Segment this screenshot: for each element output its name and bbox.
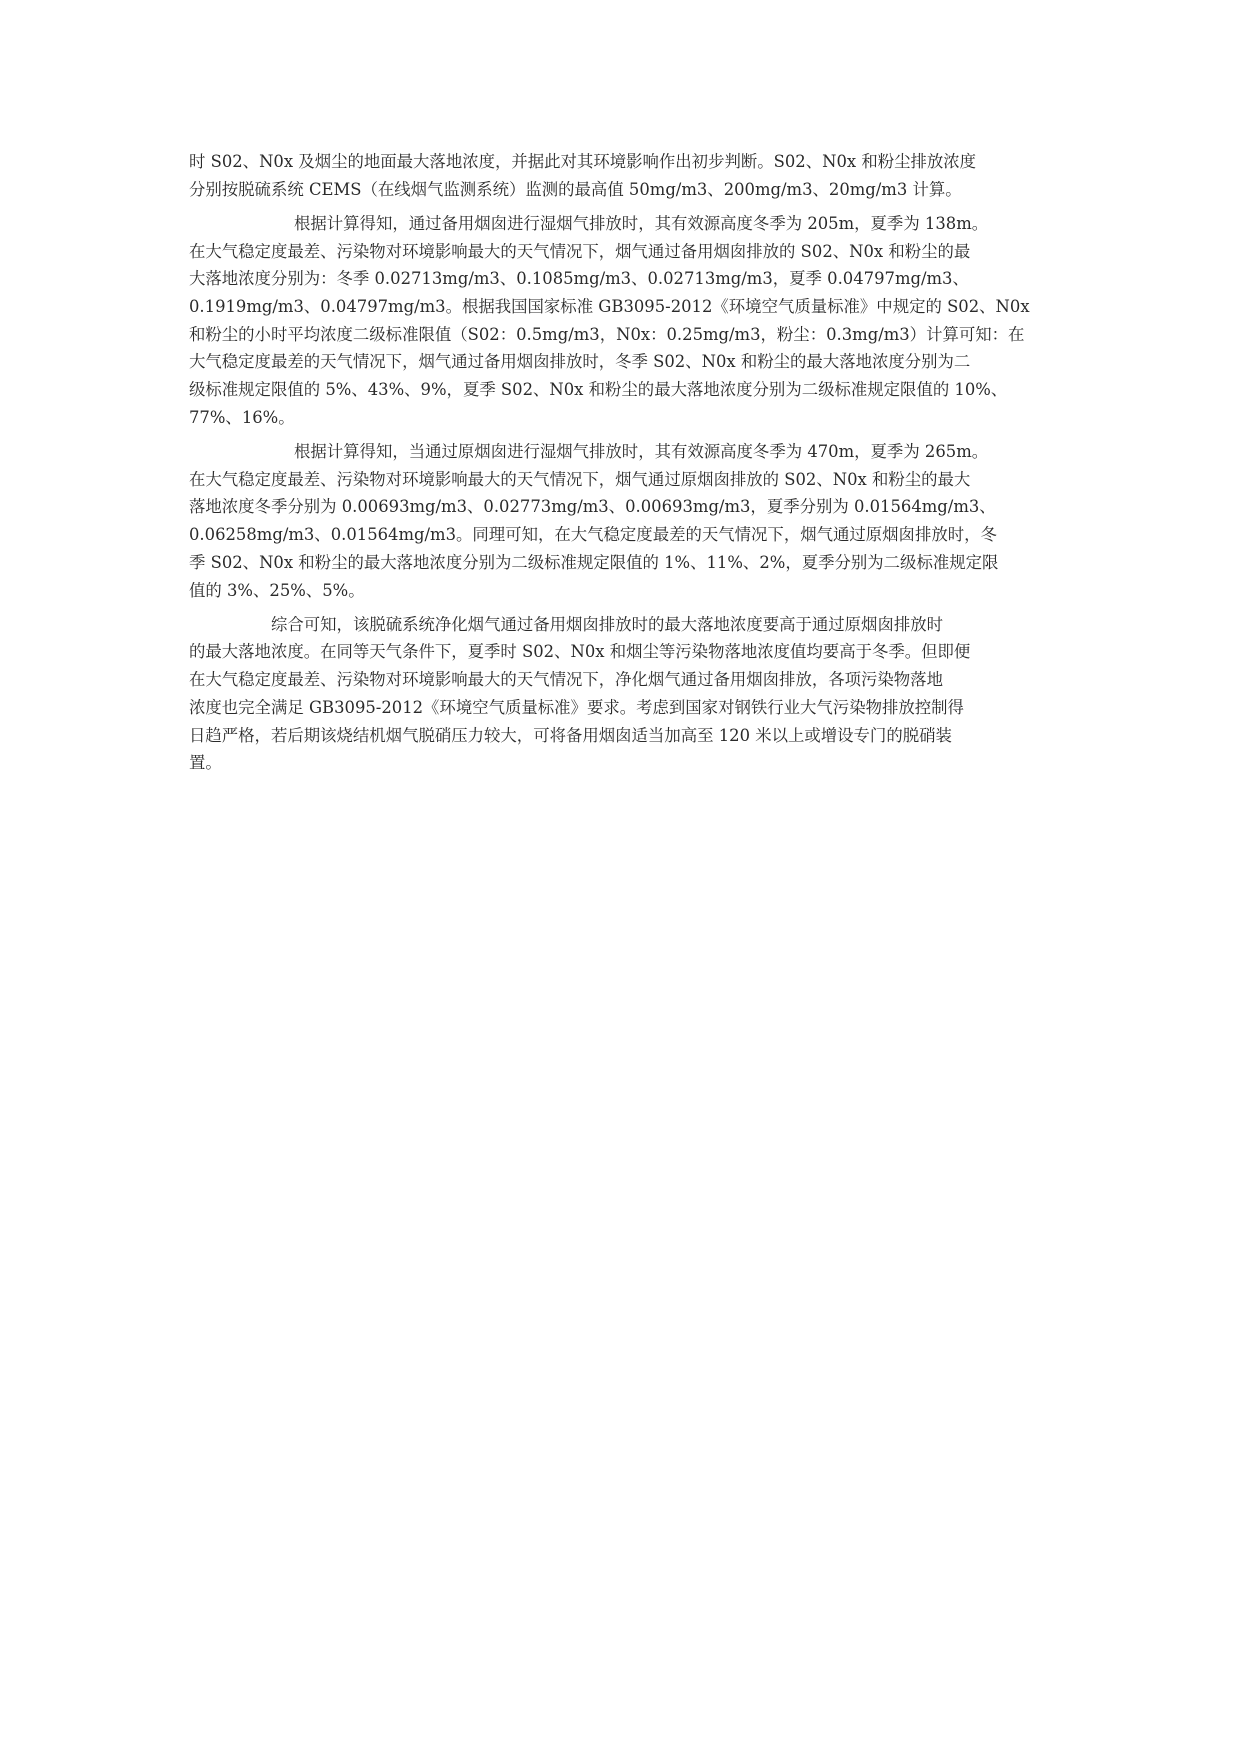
text-line: 77%、16%。 xyxy=(189,407,295,427)
text-line: 浓度也完全满足 GB3095-2012《环境空气质量标准》要求。考虑到国家对钢铁行业大气污染物排放控制得 xyxy=(189,697,964,717)
text-line: 时 S02、N0x 及烟尘的地面最大落地浓度，并据此对其环境影响作出初步判断。S02、N0x 和粉尘排放浓度 xyxy=(189,152,977,171)
text-line: 和粉尘的小时平均浓度二级标准限值（S02：0.5mg/m3，N0x：0.25mg/m3，粉尘：0.3mg/m3）计算可知：在 xyxy=(189,324,1025,344)
document-body xyxy=(189,148,1055,783)
text-line: 值的 3%、25%、5%。 xyxy=(189,580,365,600)
text-line: 在大气稳定度最差、污染物对环境影响最大的天气情况下，净化烟气通过备用烟囱排放，各项污染物落地 xyxy=(189,670,943,690)
text-line: 季 S02、N0x 和粉尘的最大落地浓度分别为二级标准规定限值的 1%、11%、2%，夏季分别为二级标准规定限 xyxy=(189,552,999,572)
text-line: 日趋严格，若后期该烧结机烟气脱硝压力较大，可将备用烟囱适当加高至 120 米以上或增设专门的脱硝装 xyxy=(189,725,952,745)
text-line: 0.1919mg/m3、0.04797mg/m3。根据我国国家标准 GB3095-2012《环境空气质量标准》中规定的 S02、N0x xyxy=(189,297,1030,317)
text-line: 在大气稳定度最差、污染物对环境影响最大的天气情况下，烟气通过备用烟囱排放的 S02、N0x 和粉尘的最 xyxy=(189,241,971,261)
text-line: 置。 xyxy=(189,753,222,773)
text-line: 大气稳定度最差的天气情况下，烟气通过备用烟囱排放时，冬季 S02、N0x 和粉尘的最大落地浓度分别为二 xyxy=(189,352,971,372)
text-line: 落地浓度冬季分别为 0.00693mg/m3、0.02773mg/m3、0.00693mg/m3，夏季分别为 0.01564mg/m3、 xyxy=(189,497,996,517)
text-line: 根据计算得知，通过备用烟囱进行湿烟气排放时，其有效源高度冬季为 205m，夏季为 138m。 xyxy=(294,213,989,233)
paragraph-2 xyxy=(189,210,1055,432)
text-line: 在大气稳定度最差、污染物对环境影响最大的天气情况下，烟气通过原烟囱排放的 S02、N0x 和粉尘的最大 xyxy=(189,469,971,489)
paragraph-4 xyxy=(189,611,1055,777)
text-line: 的最大落地浓度。在同等天气条件下，夏季时 S02、N0x 和烟尘等污染物落地浓度值均要高于冬季。但即便 xyxy=(189,642,971,662)
text-line: 0.06258mg/m3、0.01564mg/m3。同理可知，在大气稳定度最差的天气情况下，烟气通过原烟囱排放时，冬 xyxy=(189,525,997,545)
text-line: 级标准规定限值的 5%、43%、9%，夏季 S02、N0x 和粉尘的最大落地浓度分别为二级标准规定限值的 10%、 xyxy=(189,380,1008,400)
text-line: 分别按脱硫系统 CEMS（在线烟气监测系统）监测的最高值 50mg/m3、200mg/m3、20mg/m3 计算。 xyxy=(189,179,962,199)
paragraph-3 xyxy=(189,438,1055,604)
text-line: 大落地浓度分别为：冬季 0.02713mg/m3、0.1085mg/m3、0.02713mg/m3，夏季 0.04797mg/m3、 xyxy=(189,269,969,289)
text-line: 综合可知，该脱硫系统净化烟气通过备用烟囱排放时的最大落地浓度要高于通过原烟囱排放时 xyxy=(271,614,944,634)
text-line: 根据计算得知，当通过原烟囱进行湿烟气排放时，其有效源高度冬季为 470m，夏季为 265m。 xyxy=(294,442,989,462)
paragraph-1 xyxy=(189,148,1055,203)
